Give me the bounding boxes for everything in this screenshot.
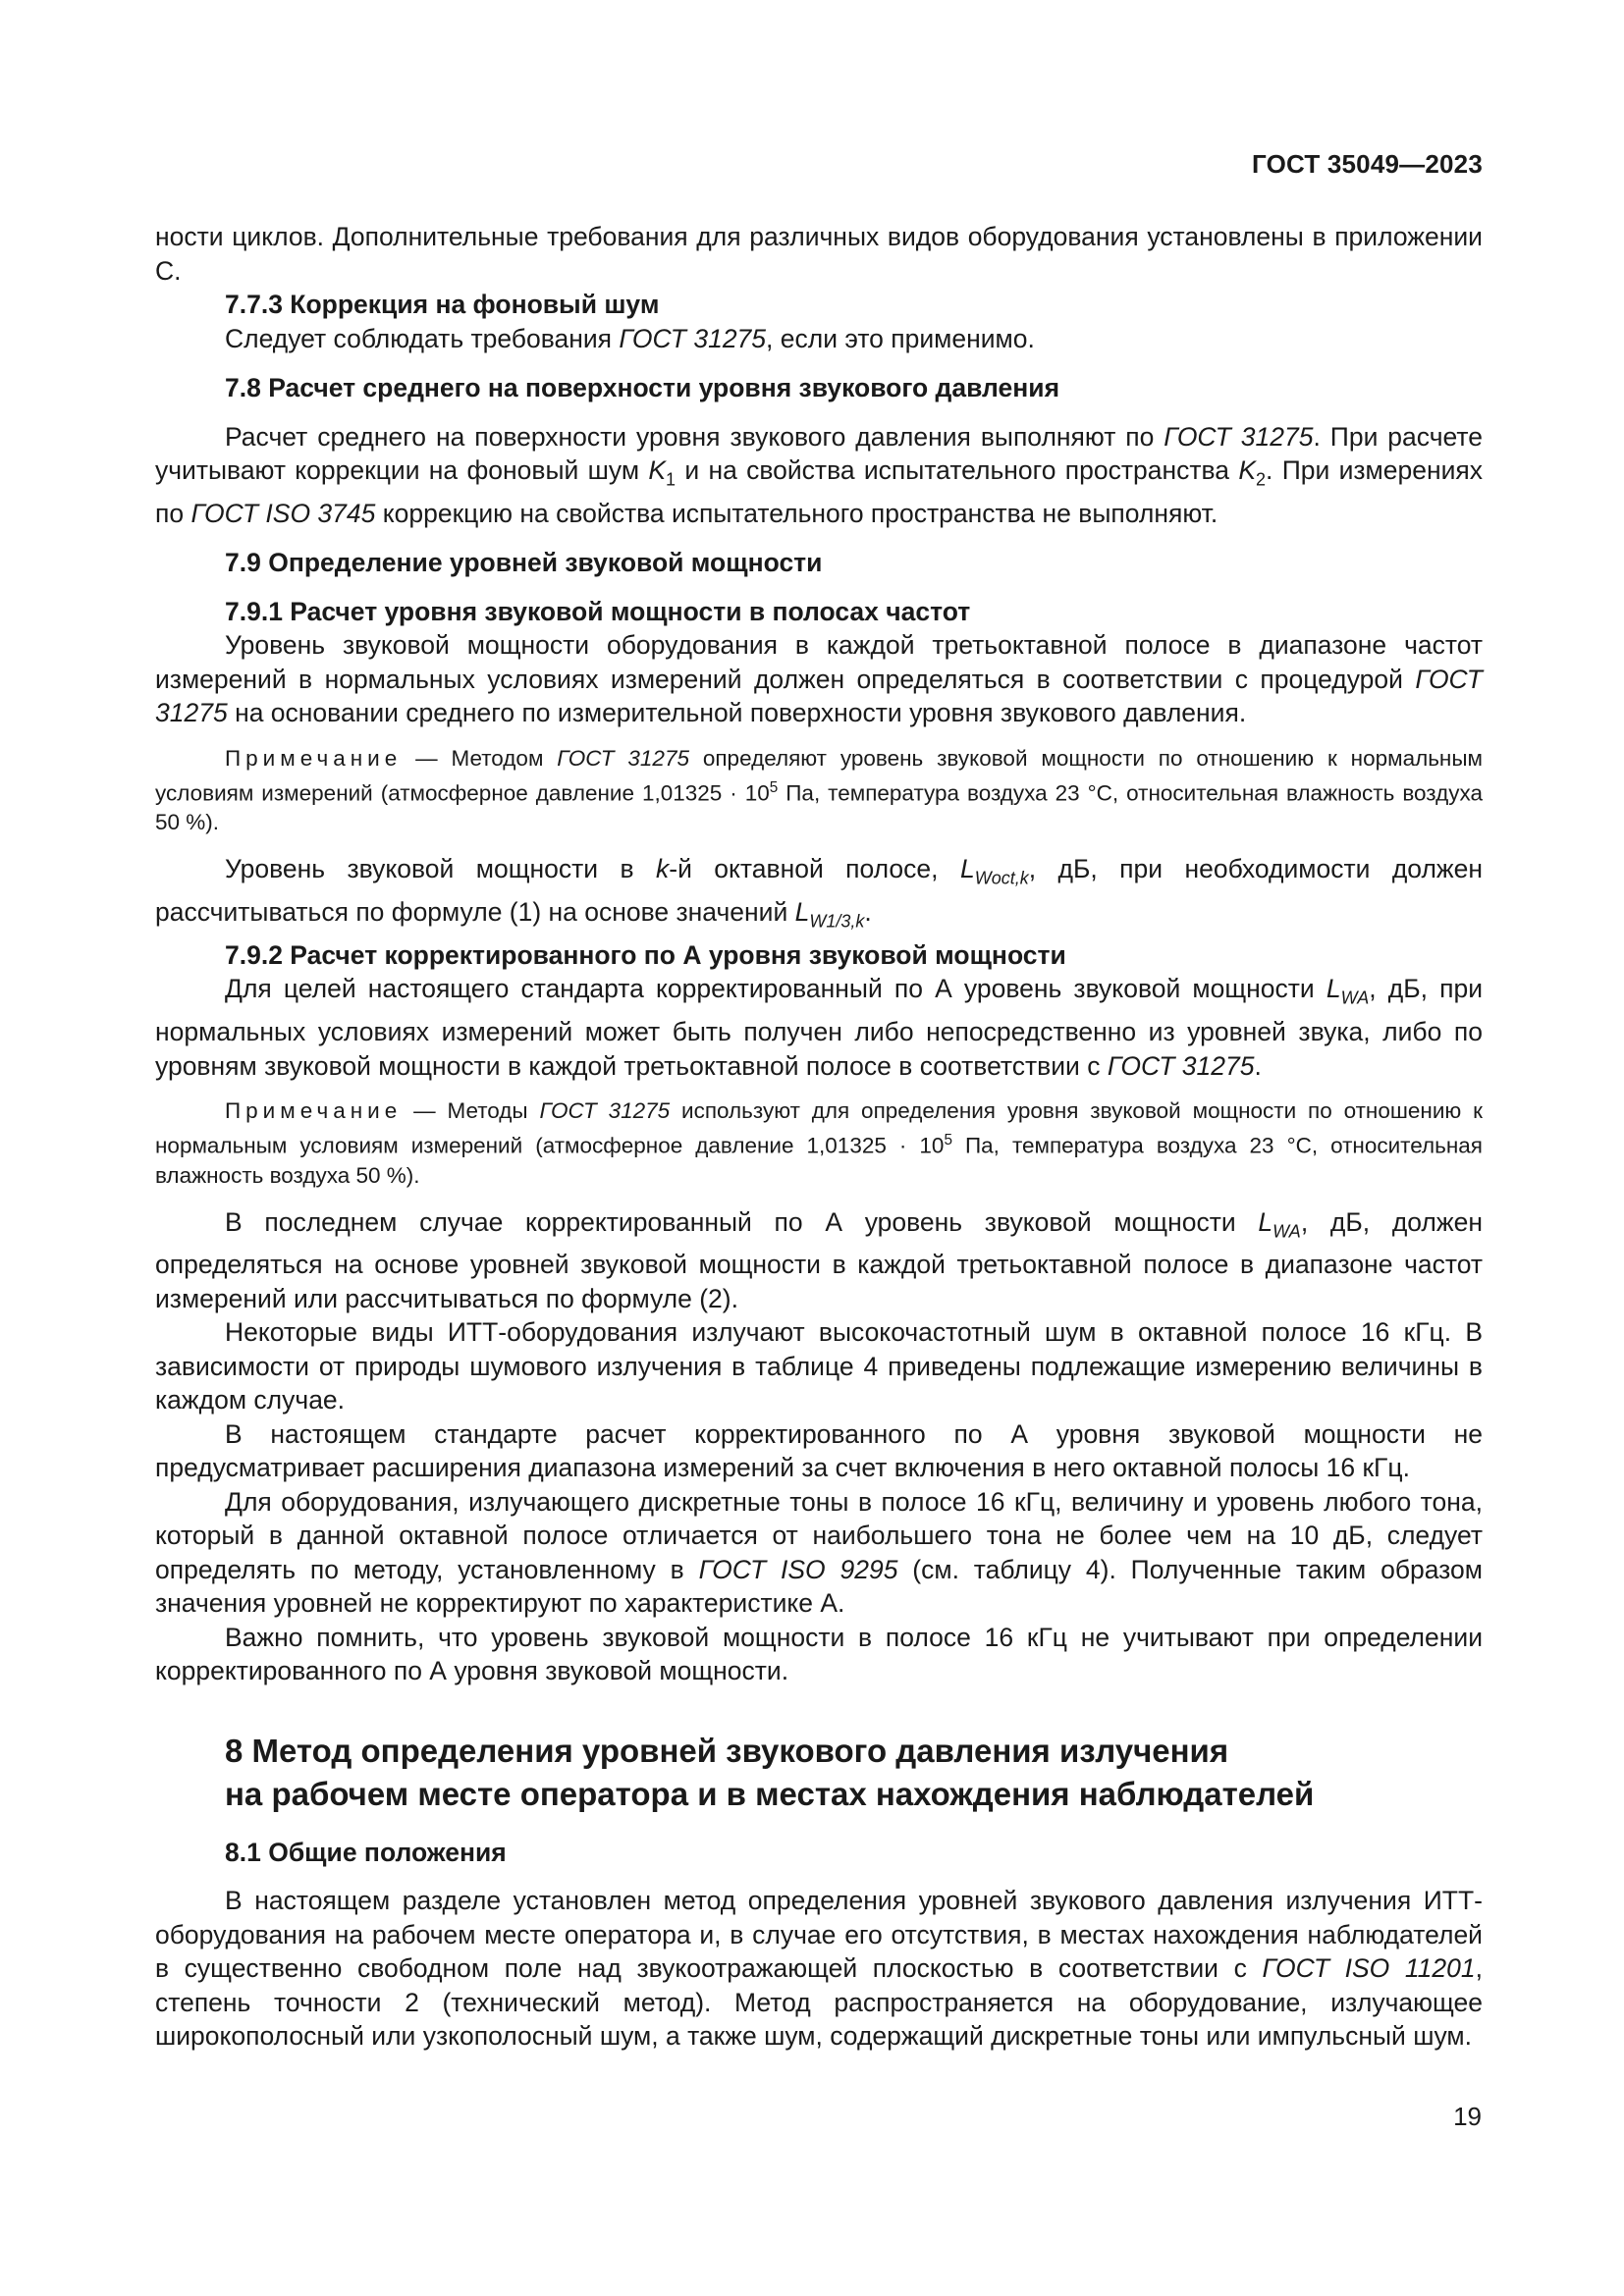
note-7-9-1: Примечание — Методом ГОСТ 31275 определяют уровень звуковой мощности по отношению к нормальным условиям измерений (атмосферное давление $1,01325 \cdot 10^5$ Па, температура воздуха 23 °C, относительная влажность воздуха 50 %). — [155, 745, 1484, 835]
ref-gost-31275: ГОСТ 31275 — [1107, 1050, 1255, 1081]
paragraph-7-9-2-a: Для целей настоящего стандарта корректированный по А уровень звуковой мощности $L_{WA}$, дБ, при нормальных условиях измерений может быть получен либо непосредственно из уровней звука, либо по уровням звуковой мощности в каждой третьоктавной полосе в соответствии с ГОСТ 31275. — [155, 974, 1483, 1081]
ref-gost-iso-3745: ГОСТ ISO 3745 — [190, 498, 376, 528]
ref-gost-iso-11201: ГОСТ ISO 11201 — [1262, 1953, 1476, 1984]
heading-7-8: 7.8 Расчет среднего на поверхности уровня звукового давления — [225, 373, 1060, 402]
paragraph-7-7-3: Следует соблюдать требования ГОСТ 31275, если это применимо. — [225, 323, 1035, 353]
paragraph-7-9-2-f: Важно помнить, что уровень звуковой мощности в полосе 16 кГц не учитывают при определении корректированного по А уровня звуковой мощности. — [155, 1622, 1483, 1686]
heading-section-8 — [155, 1730, 1483, 1816]
note-7-9-2: Примечание — Методы ГОСТ 31275 используют для определения уровня звуковой мощности по отношению к нормальным условиям измерений (атмосферное давление $1,01325 \cdot 10^5$ Па, температура воздуха 23 °C, относительная влажность воздуха 50 %). — [155, 1098, 1483, 1188]
paragraph-8-1: В настоящем разделе установлен метод определения уровней звукового давления излучения ИТТ-оборудования на рабочем месте оператора и, в случае его отсутствия, в местах нахождения наблюдателей в существенно свободном поле над звукоотражающей плоскостью в соответствии с ГОСТ ISO 11201, степень точности 2 (технический метод). Метод распространяется на оборудование, излучающее широкополосный или узкополосный шум, а также шум, содержащий дискретные тоны или импульсный шум. — [155, 1886, 1483, 2052]
heading-7-9: 7.9 Определение уровней звуковой мощности — [225, 548, 823, 578]
ref-gost-31275: ГОСТ 31275 — [619, 323, 767, 353]
heading-section-8-line-1: 8 Метод определения уровней звукового давления излучения — [225, 1732, 1229, 1769]
ref-gost-31275: ГОСТ 31275 — [1164, 421, 1314, 452]
heading-8-1: 8.1 Общие положения — [225, 1837, 507, 1867]
heading-section-8-line-2: на рабочем месте оператора и в местах нахождения наблюдателей — [225, 1775, 1315, 1812]
page-number: 19 — [1453, 2102, 1482, 2131]
paragraph-7-9-2-c: Некоторые виды ИТТ-оборудования излучают высокочастотный шум в октавной полосе 16 кГц. В зависимости от природы шумового излучения в таблице 4 приведены подлежащие измерению величины в каждом случае. — [155, 1317, 1483, 1415]
note-label: Примечание — [225, 1098, 403, 1124]
paragraph-7-9-1-a: Уровень звуковой мощности оборудования в каждой третьоктавной полосе в диапазоне частот измерений в нормальных условиях измерений должен определяться в соответствии с процедурой ГОСТ 31275 на основании среднего по измерительной поверхности уровня звукового давления. — [155, 630, 1483, 728]
heading-7-7-3: 7.7.3 Коррекция на фоновый шум — [225, 290, 660, 319]
paragraph-7-9-2-b: В последнем случае корректированный по А уровень звуковой мощности $L_{WA}$, дБ, должен определяться на основе уровней звуковой мощности в каждой третьоктавной полосе в диапазоне частот измерений или рассчитываться по формуле (2). — [155, 1206, 1483, 1313]
document-code: ГОСТ 35049—2023 — [1252, 149, 1483, 179]
paragraph-7-9-2-d: В настоящем стандарте расчет корректированного по А уровня звуковой мощности не предусматривает расширения диапазона измерений за счет включения в него октавной полосы 16 кГц. — [155, 1418, 1483, 1483]
paragraph-7-9-2-e: Для оборудования, излучающего дискретные тоны в полосе 16 кГц, величину и уровень любого тона, который в данной октавной полосе отличается от наибольшего тона не более чем на 10 дБ, следует определять по методу, установленному в ГОСТ ISO 9295 (см. таблицу 4). Полученные таким образом значения уровней не корректируют по характеристике А. — [155, 1486, 1483, 1619]
intro-paragraph: ности циклов. Дополнительные требования для различных видов оборудования установлены в приложении С. — [155, 222, 1483, 286]
page-content — [155, 220, 1483, 2054]
paragraph-7-8: Расчет среднего на поверхности уровня звукового давления выполняют по ГОСТ 31275. При расчете учитывают коррекции на фоновый шум $K_1$ и на свойства испытательного пространства $K_2$. При измерениях по ГОСТ ISO 3745 коррекцию на свойства испытательного пространства не выполняют. — [155, 421, 1483, 528]
paragraph-7-9-1-b: Уровень звуковой мощности в k-й октавной полосе, $L_{Woct,k}$, дБ, при необходимости должен рассчитываться по формуле (1) на основе значений $L_{W1/3,k}$. — [155, 854, 1484, 932]
heading-7-9-1: 7.9.1 Расчет уровня звуковой мощности в полосах частот — [225, 596, 971, 626]
ref-gost-31275: ГОСТ 31275 — [155, 664, 1483, 728]
heading-7-9-2: 7.9.2 Расчет корректированного по А уровня звуковой мощности — [225, 939, 1066, 970]
ref-gost-iso-9295: ГОСТ ISO 9295 — [698, 1554, 898, 1584]
note-label: Примечание — [225, 745, 403, 771]
